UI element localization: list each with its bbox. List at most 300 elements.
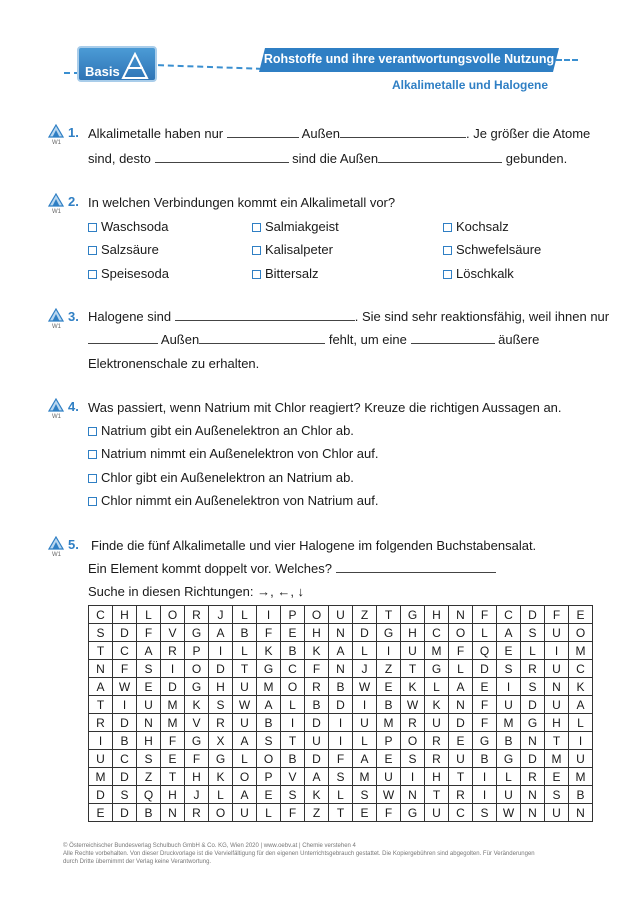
grid-cell[interactable]: U <box>449 750 473 768</box>
grid-cell[interactable]: S <box>353 786 377 804</box>
grid-cell[interactable]: N <box>137 714 161 732</box>
checkbox[interactable] <box>443 223 452 232</box>
grid-cell[interactable]: S <box>521 678 545 696</box>
grid-cell[interactable]: B <box>473 750 497 768</box>
grid-cell[interactable]: N <box>329 660 353 678</box>
grid-cell[interactable]: S <box>137 660 161 678</box>
grid-cell[interactable]: B <box>377 696 401 714</box>
grid-cell[interactable]: O <box>161 606 185 624</box>
grid-cell[interactable]: L <box>137 606 161 624</box>
grid-cell[interactable]: H <box>305 624 329 642</box>
grid-cell[interactable]: A <box>569 696 593 714</box>
checkbox[interactable] <box>252 270 261 279</box>
grid-cell[interactable]: F <box>161 732 185 750</box>
grid-cell[interactable]: O <box>257 750 281 768</box>
grid-cell[interactable]: L <box>353 732 377 750</box>
grid-cell[interactable]: B <box>137 804 161 822</box>
grid-cell[interactable]: E <box>161 750 185 768</box>
grid-cell[interactable]: O <box>185 660 209 678</box>
grid-cell[interactable]: D <box>161 678 185 696</box>
grid-cell[interactable]: G <box>401 804 425 822</box>
grid-cell[interactable]: T <box>425 786 449 804</box>
grid-cell[interactable]: F <box>473 714 497 732</box>
grid-cell[interactable]: K <box>425 696 449 714</box>
answer-blank[interactable] <box>378 151 502 163</box>
grid-cell[interactable]: C <box>425 624 449 642</box>
grid-cell[interactable]: T <box>377 606 401 624</box>
option-label: Waschsoda <box>101 219 169 234</box>
grid-cell[interactable]: I <box>353 696 377 714</box>
grid-cell[interactable]: L <box>209 786 233 804</box>
grid-cell[interactable]: O <box>449 624 473 642</box>
grid-cell[interactable]: E <box>377 750 401 768</box>
grid-cell[interactable]: U <box>545 624 569 642</box>
grid-cell[interactable]: W <box>113 678 137 696</box>
grid-cell[interactable]: R <box>521 768 545 786</box>
grid-cell[interactable]: R <box>161 642 185 660</box>
grid-cell[interactable]: S <box>113 786 137 804</box>
grid-cell[interactable]: Q <box>473 642 497 660</box>
grid-cell[interactable]: C <box>281 660 305 678</box>
grid-cell[interactable]: T <box>545 732 569 750</box>
option-loeschkalk[interactable] <box>443 266 514 281</box>
grid-cell[interactable]: H <box>137 732 161 750</box>
grid-cell[interactable]: A <box>497 624 521 642</box>
checkbox[interactable] <box>88 246 97 255</box>
grid-cell[interactable]: L <box>233 642 257 660</box>
grid-cell[interactable]: U <box>233 804 257 822</box>
grid-cell[interactable]: K <box>257 642 281 660</box>
grid-cell[interactable]: I <box>473 786 497 804</box>
grid-cell[interactable]: N <box>161 804 185 822</box>
grid-cell[interactable]: S <box>497 660 521 678</box>
task-level: W1 <box>52 209 61 215</box>
grid-cell[interactable]: O <box>209 804 233 822</box>
grid-cell[interactable]: F <box>113 660 137 678</box>
answer-blank[interactable] <box>88 332 158 344</box>
grid-cell[interactable]: A <box>305 768 329 786</box>
grid-cell[interactable]: R <box>305 678 329 696</box>
grid-cell[interactable]: O <box>305 606 329 624</box>
grid-cell[interactable]: B <box>233 624 257 642</box>
grid-cell[interactable]: N <box>545 678 569 696</box>
grid-cell[interactable]: S <box>521 624 545 642</box>
text: Halogene sind <box>88 309 172 324</box>
checkbox[interactable] <box>443 246 452 255</box>
grid-cell[interactable]: N <box>449 606 473 624</box>
grid-cell[interactable]: F <box>545 606 569 624</box>
grid-cell[interactable]: I <box>545 642 569 660</box>
grid-cell[interactable]: D <box>113 768 137 786</box>
grid-cell[interactable]: V <box>185 714 209 732</box>
grid-cell[interactable]: Z <box>305 804 329 822</box>
grid-cell[interactable]: D <box>353 624 377 642</box>
grid-cell[interactable]: E <box>473 678 497 696</box>
checkbox[interactable] <box>88 270 97 279</box>
option-speisesoda[interactable] <box>88 266 169 281</box>
grid-cell[interactable]: E <box>353 804 377 822</box>
grid-cell[interactable]: U <box>545 696 569 714</box>
grid-cell[interactable]: L <box>497 768 521 786</box>
grid-cell[interactable]: F <box>185 750 209 768</box>
checkbox[interactable] <box>252 223 261 232</box>
grid-cell[interactable]: D <box>89 786 113 804</box>
grid-cell[interactable]: N <box>329 624 353 642</box>
grid-cell[interactable]: R <box>185 804 209 822</box>
grid-cell[interactable]: O <box>401 732 425 750</box>
grid-cell[interactable]: M <box>161 714 185 732</box>
grid-cell[interactable]: R <box>401 714 425 732</box>
grid-cell[interactable]: R <box>521 660 545 678</box>
grid-cell[interactable]: M <box>545 750 569 768</box>
grid-row <box>89 750 593 768</box>
grid-cell[interactable]: U <box>401 642 425 660</box>
grid-cell[interactable]: A <box>257 696 281 714</box>
grid-cell[interactable]: W <box>377 786 401 804</box>
grid-cell[interactable]: R <box>425 750 449 768</box>
option-kalisalpeter[interactable] <box>252 242 333 257</box>
answer-blank[interactable] <box>155 151 289 163</box>
option-schwefelsaeure[interactable] <box>443 242 541 257</box>
grid-cell[interactable]: Q <box>137 786 161 804</box>
grid-cell[interactable]: D <box>521 696 545 714</box>
grid-cell[interactable]: I <box>113 696 137 714</box>
grid-cell[interactable]: H <box>425 606 449 624</box>
grid-cell[interactable]: M <box>425 642 449 660</box>
grid-cell[interactable]: I <box>209 642 233 660</box>
grid-cell[interactable]: S <box>89 624 113 642</box>
grid-cell[interactable]: M <box>569 642 593 660</box>
grid-cell[interactable]: U <box>89 750 113 768</box>
grid-cell[interactable]: D <box>305 714 329 732</box>
grid-cell[interactable]: B <box>281 750 305 768</box>
grid-cell[interactable]: I <box>329 714 353 732</box>
grid-cell[interactable]: M <box>377 714 401 732</box>
grid-cell[interactable]: P <box>377 732 401 750</box>
grid-cell[interactable]: Z <box>377 660 401 678</box>
grid-cell[interactable]: Z <box>137 768 161 786</box>
grid-cell[interactable]: O <box>281 678 305 696</box>
footer <box>63 842 583 866</box>
grid-cell[interactable]: T <box>329 804 353 822</box>
grid-cell[interactable]: D <box>305 750 329 768</box>
grid-cell[interactable]: I <box>497 678 521 696</box>
answer-blank[interactable] <box>199 332 325 344</box>
grid-cell[interactable]: P <box>281 606 305 624</box>
grid-cell[interactable]: U <box>425 804 449 822</box>
grid-cell[interactable]: H <box>161 786 185 804</box>
grid-cell[interactable]: T <box>449 768 473 786</box>
grid-cell[interactable]: H <box>209 678 233 696</box>
grid-cell[interactable]: G <box>257 660 281 678</box>
grid-cell[interactable]: A <box>89 678 113 696</box>
grid-cell[interactable]: G <box>209 750 233 768</box>
grid-cell[interactable]: M <box>497 714 521 732</box>
answer-blank[interactable] <box>336 561 496 573</box>
option-salzsaeure[interactable] <box>88 242 159 257</box>
grid-cell[interactable]: S <box>209 696 233 714</box>
grid-cell[interactable]: M <box>89 768 113 786</box>
grid-cell[interactable]: K <box>305 642 329 660</box>
grid-cell[interactable]: V <box>161 624 185 642</box>
option-label: Kalisalpeter <box>265 242 333 257</box>
grid-cell[interactable]: K <box>305 786 329 804</box>
option-waschsoda[interactable] <box>88 219 168 234</box>
grid-cell[interactable]: B <box>281 642 305 660</box>
checkbox[interactable] <box>252 246 261 255</box>
statement-option[interactable] <box>88 446 378 461</box>
grid-row <box>89 804 593 822</box>
grid-cell[interactable]: U <box>353 714 377 732</box>
grid-cell[interactable]: H <box>401 624 425 642</box>
grid-cell[interactable]: A <box>353 750 377 768</box>
statement-option[interactable] <box>88 470 354 485</box>
grid-cell[interactable]: D <box>473 660 497 678</box>
grid-cell[interactable]: P <box>185 642 209 660</box>
grid-cell[interactable]: B <box>497 732 521 750</box>
grid-cell[interactable]: U <box>569 750 593 768</box>
grid-cell[interactable]: S <box>281 786 305 804</box>
grid-cell[interactable]: A <box>137 642 161 660</box>
grid-cell[interactable]: G <box>185 624 209 642</box>
grid-cell[interactable]: U <box>305 732 329 750</box>
grid-cell[interactable]: C <box>113 750 137 768</box>
grid-cell[interactable]: N <box>521 732 545 750</box>
grid-cell[interactable]: K <box>209 768 233 786</box>
option-label: Schwefelsäure <box>456 242 542 257</box>
answer-blank[interactable] <box>227 126 299 138</box>
grid-cell[interactable]: T <box>161 768 185 786</box>
grid-cell[interactable]: U <box>233 714 257 732</box>
grid-cell[interactable]: H <box>113 606 137 624</box>
task-level: W1 <box>52 324 61 330</box>
grid-cell[interactable]: E <box>497 642 521 660</box>
grid-cell[interactable]: D <box>113 714 137 732</box>
grid-cell[interactable]: I <box>401 768 425 786</box>
option-label: Salzsäure <box>101 242 159 257</box>
grid-cell[interactable]: U <box>329 606 353 624</box>
grid-cell[interactable]: K <box>569 678 593 696</box>
grid-cell[interactable]: F <box>329 750 353 768</box>
option-bittersalz[interactable] <box>252 266 318 281</box>
grid-cell[interactable]: S <box>257 732 281 750</box>
grid-row <box>89 678 593 696</box>
grid-cell[interactable]: U <box>233 678 257 696</box>
grid-cell[interactable]: L <box>329 786 353 804</box>
grid-cell[interactable]: E <box>545 768 569 786</box>
grid-cell[interactable]: B <box>257 714 281 732</box>
grid-cell[interactable]: Z <box>353 606 377 624</box>
grid-cell[interactable]: A <box>233 786 257 804</box>
grid-cell[interactable]: R <box>425 732 449 750</box>
grid-cell[interactable]: C <box>113 642 137 660</box>
grid-cell[interactable]: E <box>377 678 401 696</box>
grid-cell[interactable]: N <box>449 696 473 714</box>
grid-cell[interactable]: M <box>353 768 377 786</box>
grid-cell[interactable]: F <box>377 804 401 822</box>
header-dash-right <box>556 59 578 61</box>
grid-cell[interactable]: A <box>209 624 233 642</box>
grid-cell[interactable]: L <box>521 642 545 660</box>
grid-cell[interactable]: G <box>185 678 209 696</box>
grid-cell[interactable]: L <box>449 660 473 678</box>
grid-cell[interactable]: W <box>497 804 521 822</box>
grid-cell[interactable]: C <box>449 804 473 822</box>
grid-cell[interactable]: L <box>257 804 281 822</box>
grid-cell[interactable]: U <box>497 696 521 714</box>
grid-cell[interactable]: L <box>569 714 593 732</box>
grid-cell[interactable]: E <box>281 624 305 642</box>
grid-cell[interactable]: K <box>401 678 425 696</box>
grid-cell[interactable]: G <box>497 750 521 768</box>
grid-cell[interactable]: F <box>257 624 281 642</box>
grid-cell[interactable]: M <box>257 678 281 696</box>
grid-cell[interactable]: D <box>209 660 233 678</box>
grid-cell[interactable]: F <box>473 606 497 624</box>
grid-cell[interactable]: S <box>137 750 161 768</box>
grid-cell[interactable]: U <box>425 714 449 732</box>
answer-blank[interactable] <box>175 309 355 321</box>
grid-cell[interactable]: H <box>545 714 569 732</box>
grid-cell[interactable]: L <box>233 750 257 768</box>
grid-cell[interactable]: I <box>89 732 113 750</box>
grid-cell[interactable]: K <box>185 696 209 714</box>
checkbox[interactable] <box>88 223 97 232</box>
grid-cell[interactable]: E <box>89 804 113 822</box>
grid-cell[interactable]: T <box>233 660 257 678</box>
grid-cell[interactable]: L <box>473 624 497 642</box>
grid-cell[interactable]: D <box>113 624 137 642</box>
grid-cell[interactable]: S <box>545 786 569 804</box>
grid-cell[interactable]: J <box>353 660 377 678</box>
grid-cell[interactable]: D <box>113 804 137 822</box>
grid-cell[interactable]: T <box>89 642 113 660</box>
grid-cell[interactable]: P <box>257 768 281 786</box>
grid-cell[interactable]: I <box>473 768 497 786</box>
grid-cell[interactable]: G <box>425 660 449 678</box>
option-label: Bittersalz <box>265 266 319 281</box>
grid-cell[interactable]: A <box>449 678 473 696</box>
grid-cell[interactable]: U <box>545 804 569 822</box>
grid-cell[interactable]: G <box>521 714 545 732</box>
grid-cell[interactable]: D <box>449 714 473 732</box>
grid-cell[interactable]: F <box>281 804 305 822</box>
grid-cell[interactable]: G <box>473 732 497 750</box>
grid-cell[interactable]: I <box>281 714 305 732</box>
option-salmiakgeist[interactable] <box>252 219 339 234</box>
grid-cell[interactable]: I <box>569 732 593 750</box>
grid-cell[interactable]: F <box>473 696 497 714</box>
grid-cell[interactable]: L <box>233 606 257 624</box>
grid-cell[interactable]: S <box>401 750 425 768</box>
checkbox[interactable] <box>88 450 97 459</box>
grid-cell[interactable]: N <box>89 660 113 678</box>
statement-option[interactable] <box>88 423 354 438</box>
grid-cell[interactable]: B <box>113 732 137 750</box>
grid-cell[interactable]: S <box>473 804 497 822</box>
grid-cell[interactable]: N <box>401 786 425 804</box>
grid-cell[interactable]: H <box>425 768 449 786</box>
grid-cell[interactable]: J <box>209 606 233 624</box>
grid-cell[interactable]: E <box>257 786 281 804</box>
grid-cell[interactable]: E <box>449 732 473 750</box>
grid-cell[interactable]: L <box>425 678 449 696</box>
grid-cell[interactable]: R <box>209 714 233 732</box>
checkbox[interactable] <box>88 474 97 483</box>
grid-cell[interactable]: R <box>89 714 113 732</box>
grid-cell[interactable]: I <box>329 732 353 750</box>
grid-cell[interactable]: I <box>377 642 401 660</box>
answer-blank[interactable] <box>340 126 466 138</box>
grid-cell[interactable]: L <box>281 696 305 714</box>
grid-cell[interactable]: L <box>353 642 377 660</box>
grid-cell[interactable]: A <box>233 732 257 750</box>
grid-cell[interactable]: C <box>497 606 521 624</box>
grid-cell[interactable]: B <box>329 678 353 696</box>
grid-cell[interactable]: C <box>89 606 113 624</box>
grid-cell[interactable]: G <box>401 606 425 624</box>
grid-cell[interactable]: U <box>377 768 401 786</box>
grid-cell[interactable]: B <box>305 696 329 714</box>
grid-cell[interactable]: W <box>353 678 377 696</box>
grid-cell[interactable]: H <box>185 768 209 786</box>
checkbox[interactable] <box>88 427 97 436</box>
grid-cell[interactable]: C <box>569 660 593 678</box>
grid-cell[interactable]: D <box>521 606 545 624</box>
grid-cell[interactable]: R <box>185 606 209 624</box>
grid-cell[interactable]: S <box>329 768 353 786</box>
grid-cell[interactable]: X <box>209 732 233 750</box>
checkbox[interactable] <box>88 497 97 506</box>
grid-cell[interactable]: W <box>233 696 257 714</box>
grid-cell[interactable]: M <box>569 768 593 786</box>
grid-cell[interactable]: N <box>521 786 545 804</box>
grid-cell[interactable]: N <box>521 804 545 822</box>
option-kochsalz[interactable] <box>443 219 509 234</box>
grid-cell[interactable]: J <box>185 786 209 804</box>
grid-cell[interactable]: T <box>401 660 425 678</box>
grid-cell[interactable]: F <box>305 660 329 678</box>
grid-cell[interactable]: U <box>497 786 521 804</box>
answer-blank[interactable] <box>411 332 495 344</box>
grid-cell[interactable]: T <box>281 732 305 750</box>
grid-cell[interactable]: N <box>569 804 593 822</box>
grid-cell[interactable]: F <box>449 642 473 660</box>
grid-cell[interactable]: O <box>233 768 257 786</box>
grid-cell[interactable]: U <box>137 696 161 714</box>
grid-cell[interactable]: E <box>569 606 593 624</box>
grid-cell[interactable]: U <box>545 660 569 678</box>
grid-cell[interactable]: W <box>401 696 425 714</box>
grid-cell[interactable]: M <box>161 696 185 714</box>
grid-cell[interactable]: B <box>569 786 593 804</box>
grid-cell[interactable]: D <box>521 750 545 768</box>
grid-cell[interactable]: G <box>377 624 401 642</box>
grid-cell[interactable]: G <box>185 732 209 750</box>
grid-cell[interactable]: A <box>329 642 353 660</box>
grid-cell[interactable]: F <box>137 624 161 642</box>
grid-cell[interactable]: R <box>449 786 473 804</box>
grid-cell[interactable]: D <box>329 696 353 714</box>
grid-cell[interactable]: E <box>137 678 161 696</box>
checkbox[interactable] <box>443 270 452 279</box>
grid-cell[interactable]: O <box>569 624 593 642</box>
grid-cell[interactable]: V <box>281 768 305 786</box>
grid-cell[interactable]: I <box>257 606 281 624</box>
grid-cell[interactable]: I <box>161 660 185 678</box>
statement-option[interactable] <box>88 493 378 508</box>
grid-cell[interactable]: T <box>89 696 113 714</box>
